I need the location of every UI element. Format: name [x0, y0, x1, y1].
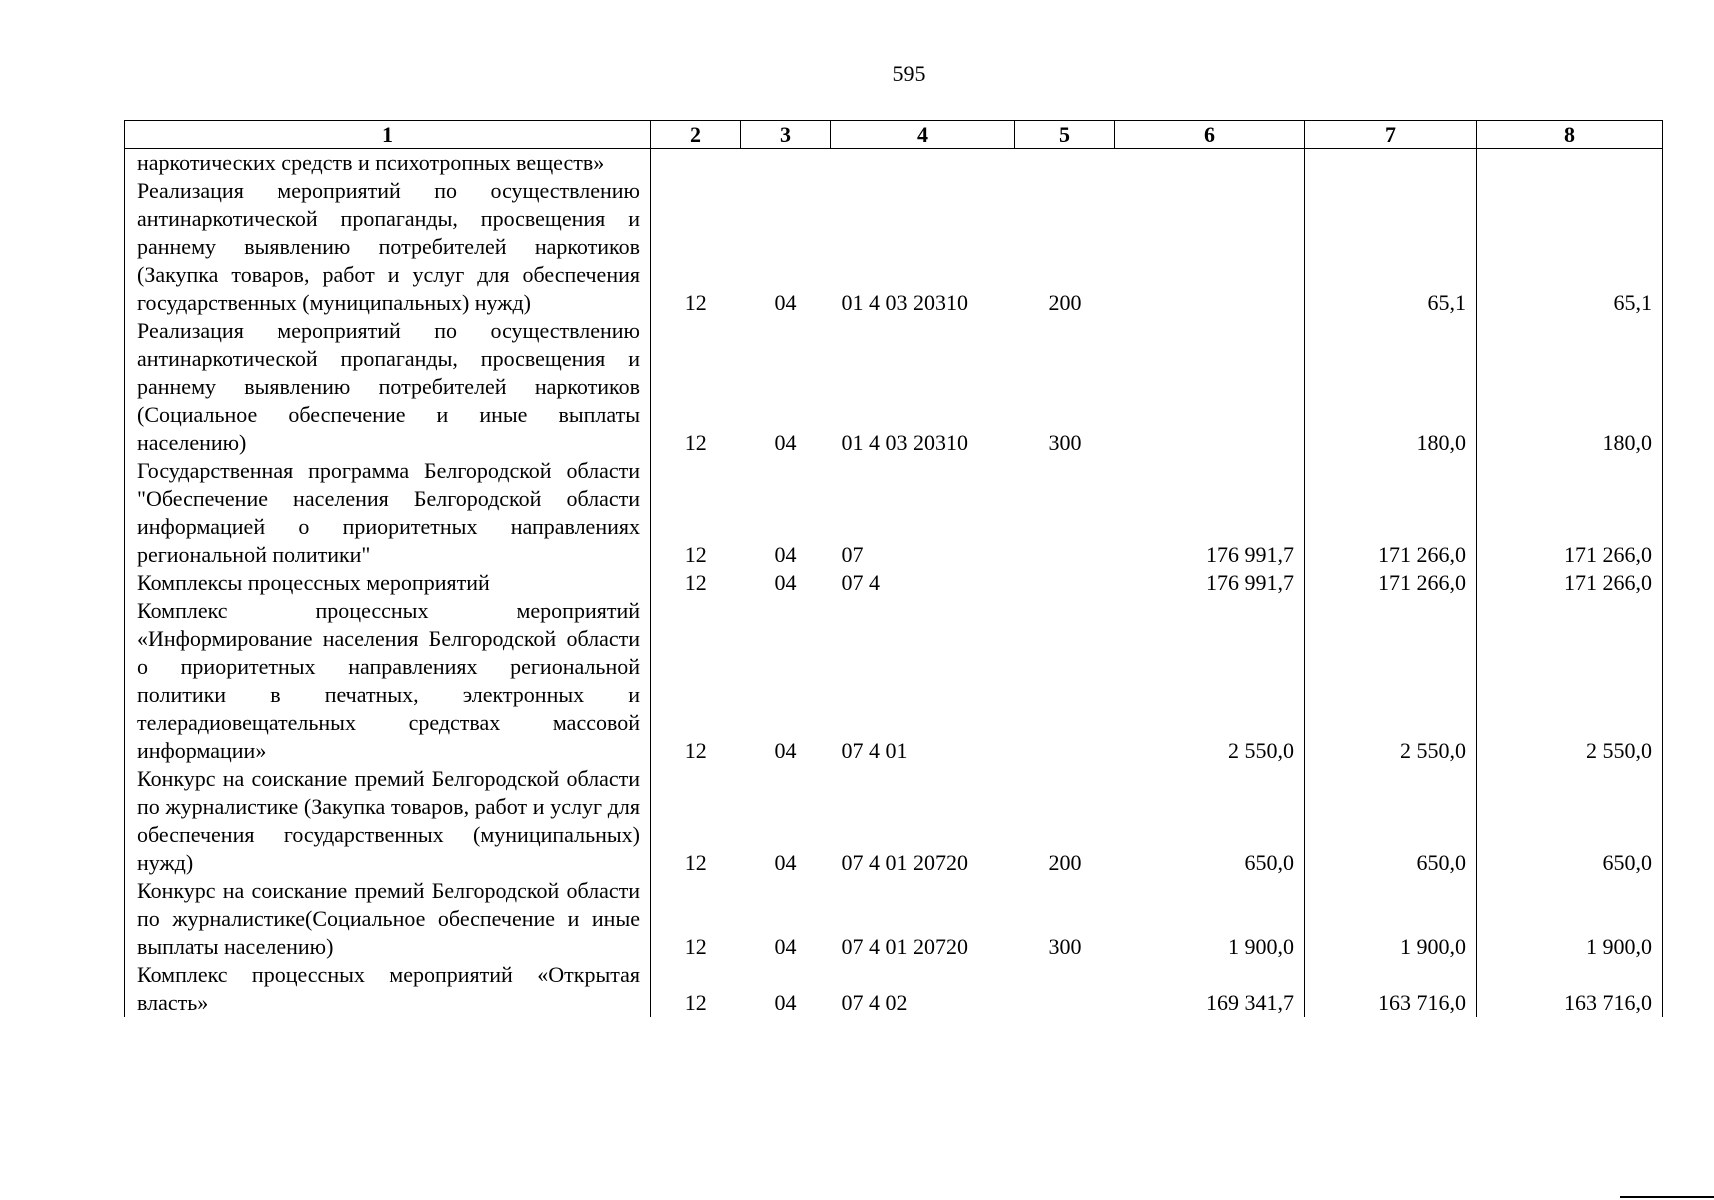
table-row — [125, 877, 1663, 961]
expense-type-cell — [1015, 961, 1115, 1017]
amount-col8-cell: 1 900,0 — [1477, 877, 1663, 961]
amount-col8-cell: 180,0 — [1477, 317, 1663, 457]
amount-col6-cell: 1 900,0 — [1228, 934, 1294, 959]
table-row — [125, 597, 1663, 765]
target-article-cell — [831, 149, 1015, 178]
table-row — [125, 961, 1663, 1017]
amount-col6-cell: 2 550,0 — [1228, 738, 1294, 763]
amount-col6-cell: 650,0 — [1244, 850, 1294, 875]
target-article-cell: 07 4 — [841, 570, 880, 595]
amount-col7-cell — [1305, 149, 1477, 178]
row-name-cell: Комплекс процессных мероприятий «Информирование населения Белгородской области о приоритетных направлениях региональной политики в печатных, электронных и телерадиовещательных средствах массовой информации» — [125, 597, 651, 765]
amount-col7-cell: 650,0 — [1305, 765, 1477, 877]
section-cell: 12 — [651, 317, 741, 457]
column-header: 5 — [1015, 121, 1115, 149]
column-header: 1 — [125, 121, 651, 149]
budget-table — [124, 120, 1663, 1017]
scan-edge-line — [1620, 1196, 1714, 1198]
target-article-cell: 01 4 03 20310 — [841, 430, 968, 455]
table-row — [125, 149, 1663, 178]
subsection-cell: 04 — [774, 738, 797, 763]
target-article-cell: 01 4 03 20310 — [841, 290, 968, 315]
expense-type-cell — [1015, 597, 1115, 765]
expense-type-cell: 300 — [1048, 430, 1082, 455]
amount-col6-cell: 176 991,7 — [1206, 570, 1294, 595]
amount-col6-cell: 169 341,7 — [1206, 990, 1294, 1015]
amount-col7-cell: 163 716,0 — [1305, 961, 1477, 1017]
amount-col8-cell: 171 266,0 — [1477, 457, 1663, 569]
row-name-cell: Конкурс на соискание премий Белгородской области по журналистике (Закупка товаров, работ и услуг для обеспечения государственных (муниципальных) нужд) — [125, 765, 651, 877]
subsection-cell: 04 — [774, 542, 797, 567]
table-row — [125, 177, 1663, 317]
target-article-cell: 07 — [841, 542, 864, 567]
expense-type-cell — [1015, 569, 1115, 597]
column-header: 8 — [1477, 121, 1663, 149]
amount-col7-cell: 180,0 — [1305, 317, 1477, 457]
subsection-cell — [741, 149, 831, 178]
subsection-cell: 04 — [774, 430, 797, 455]
target-article-cell: 07 4 01 20720 — [841, 934, 968, 959]
expense-type-cell: 200 — [1048, 290, 1082, 315]
table-row — [125, 765, 1663, 877]
row-name-cell: Реализация мероприятий по осуществлению антинаркотической пропаганды, просвещения и раннему выявлению потребителей наркотиков (Социальное обеспечение и иные выплаты населению) — [125, 317, 651, 457]
column-header: 6 — [1115, 121, 1305, 149]
amount-col7-cell: 171 266,0 — [1305, 569, 1477, 597]
amount-col8-cell: 163 716,0 — [1477, 961, 1663, 1017]
column-header: 4 — [831, 121, 1015, 149]
page-number: 595 — [892, 61, 926, 86]
amount-col7-cell: 2 550,0 — [1305, 597, 1477, 765]
section-cell: 12 — [651, 457, 741, 569]
row-name-cell: Реализация мероприятий по осуществлению антинаркотической пропаганды, просвещения и раннему выявлению потребителей наркотиков (Закупка товаров, работ и услуг для обеспечения государственных (муниципальных) нужд) — [125, 177, 651, 317]
section-cell: 12 — [651, 597, 741, 765]
expense-type-cell: 200 — [1048, 850, 1082, 875]
column-header: 7 — [1305, 121, 1477, 149]
row-name-cell: Государственная программа Белгородской области "Обеспечение населения Белгородской области информацией о приоритетных направлениях региональной политики" — [125, 457, 651, 569]
row-name-cell: Комплексы процессных мероприятий — [125, 569, 651, 597]
section-cell — [651, 149, 741, 178]
row-name-cell: Комплекс процессных мероприятий «Открытая власть» — [125, 961, 651, 1017]
expense-type-cell: 300 — [1048, 934, 1082, 959]
subsection-cell: 04 — [774, 290, 797, 315]
section-cell: 12 — [651, 765, 741, 877]
amount-col7-cell: 171 266,0 — [1305, 457, 1477, 569]
amount-col8-cell: 2 550,0 — [1477, 597, 1663, 765]
expense-type-cell — [1015, 149, 1115, 178]
amount-col6-cell — [1115, 177, 1305, 317]
amount-col8-cell — [1477, 149, 1663, 178]
subsection-cell: 04 — [774, 934, 797, 959]
amount-col8-cell: 65,1 — [1477, 177, 1663, 317]
section-cell: 12 — [651, 177, 741, 317]
column-header: 2 — [651, 121, 741, 149]
amount-col7-cell: 65,1 — [1305, 177, 1477, 317]
table-row — [125, 317, 1663, 457]
subsection-cell: 04 — [774, 570, 797, 595]
target-article-cell: 07 4 01 — [841, 738, 908, 763]
target-article-cell: 07 4 02 — [841, 990, 908, 1015]
subsection-cell: 04 — [774, 990, 797, 1015]
row-name-cell: наркотических средств и психотропных веществ» — [125, 149, 651, 178]
target-article-cell: 07 4 01 20720 — [841, 850, 968, 875]
section-cell: 12 — [651, 877, 741, 961]
amount-col6-cell: 176 991,7 — [1206, 542, 1294, 567]
subsection-cell: 04 — [774, 850, 797, 875]
amount-col6-cell — [1115, 149, 1305, 178]
table-row — [125, 569, 1663, 597]
column-header: 3 — [741, 121, 831, 149]
table-header-row — [125, 121, 1663, 149]
amount-col6-cell — [1115, 317, 1305, 457]
amount-col7-cell: 1 900,0 — [1305, 877, 1477, 961]
amount-col8-cell: 650,0 — [1477, 765, 1663, 877]
table-row — [125, 457, 1663, 569]
expense-type-cell — [1015, 457, 1115, 569]
section-cell: 12 — [651, 569, 741, 597]
section-cell: 12 — [651, 961, 741, 1017]
amount-col8-cell: 171 266,0 — [1477, 569, 1663, 597]
row-name-cell: Конкурс на соискание премий Белгородской области по журналистике(Социальное обеспечение и иные выплаты населению) — [125, 877, 651, 961]
